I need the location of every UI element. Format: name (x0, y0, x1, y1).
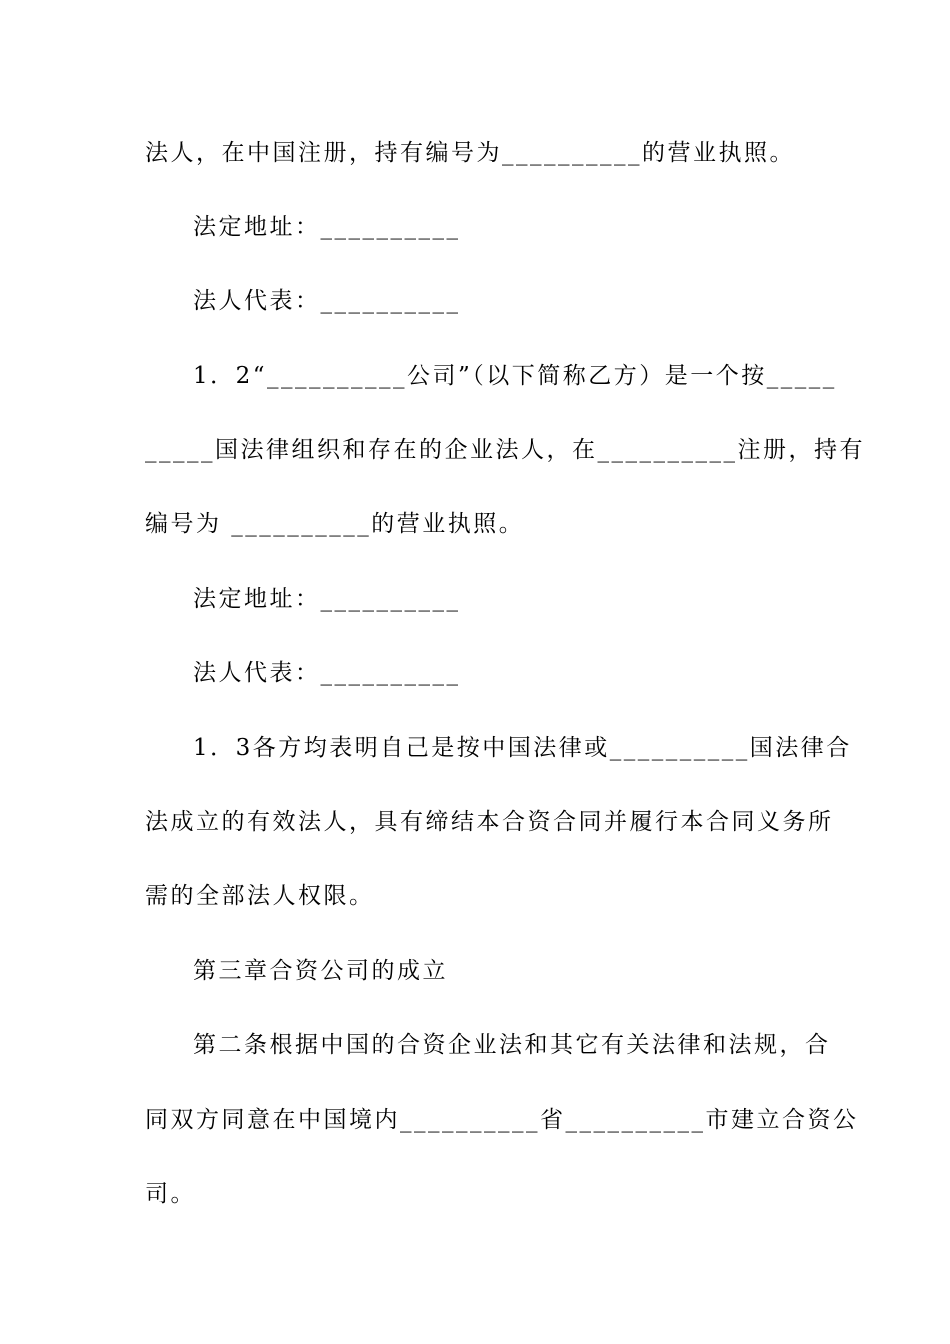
text-line-4: 1．2“__________公司”（以下简称乙方）是一个按_____ (193, 363, 837, 389)
text-line-11: 需的全部法人权限。 (145, 883, 375, 909)
text-line-1: 法人，在中国注册，持有编号为__________的营业执照。 (145, 140, 795, 166)
text-line-3: 法人代表：__________ (193, 288, 461, 314)
text-line-14: 同双方同意在中国境内__________省__________市建立合资公 (145, 1107, 859, 1133)
text-line-13: 第二条根据中国的合资企业法和其它有关法律和法规，合 (193, 1032, 831, 1058)
text-line-10: 法成立的有效法人，具有缔结本合资合同并履行本合同义务所 (145, 809, 834, 835)
text-line-2: 法定地址：__________ (193, 214, 461, 240)
text-line-9: 1．3各方均表明自己是按中国法律或__________国法律合 (193, 735, 852, 761)
text-line-6: 编号为 __________的营业执照。 (145, 511, 525, 537)
text-line-5: _____国法律组织和存在的企业法人，在__________注册，持有 (145, 437, 865, 463)
chapter-heading: 第三章合资公司的成立 (193, 958, 448, 984)
text-line-7: 法定地址：__________ (193, 586, 461, 612)
text-line-8: 法人代表：__________ (193, 660, 461, 686)
text-line-15: 司。 (145, 1181, 196, 1207)
